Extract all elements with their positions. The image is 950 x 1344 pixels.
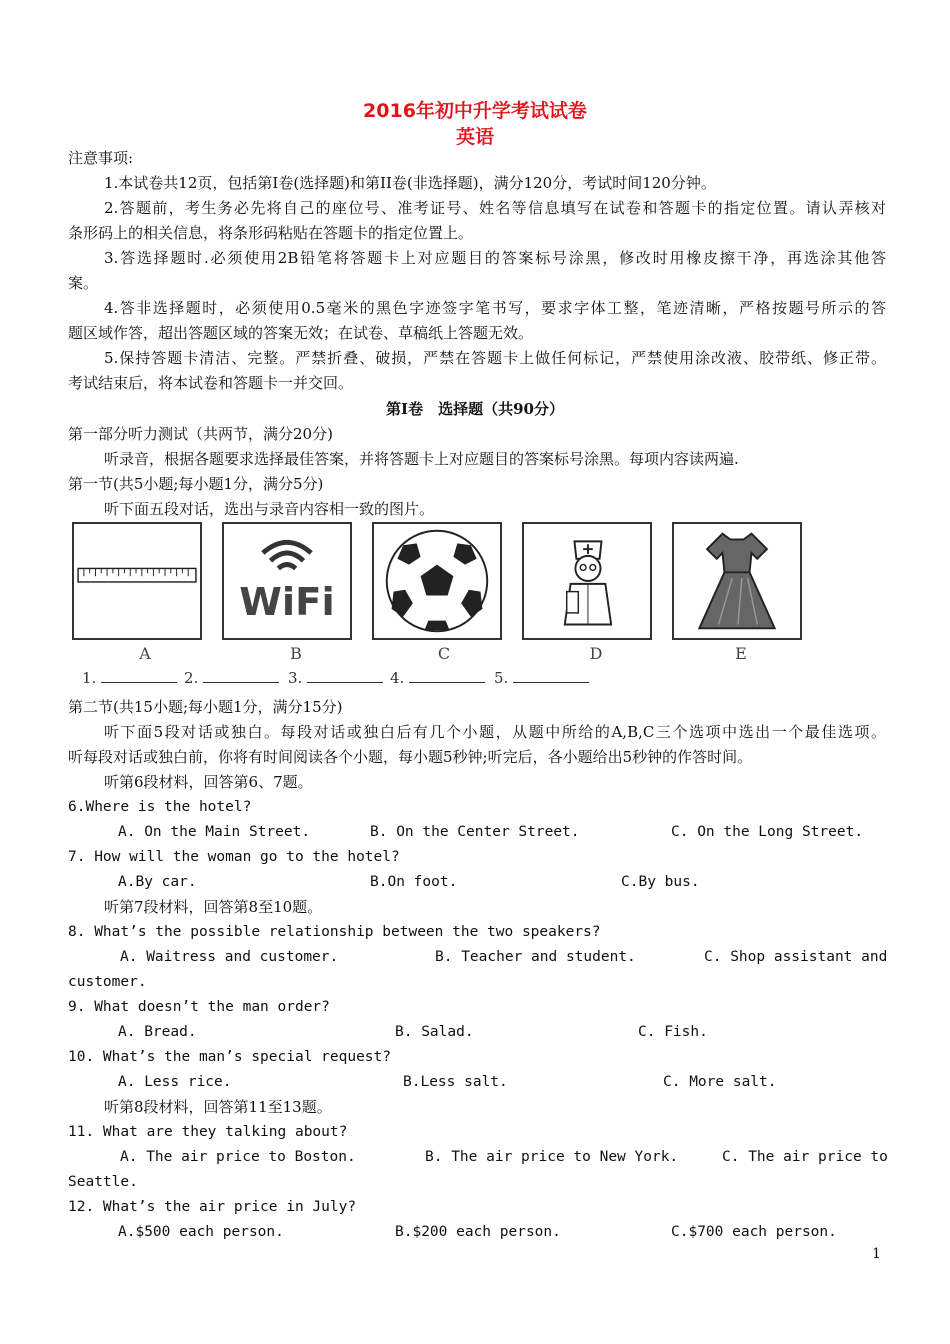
q9-option-b: B. Salad.: [395, 1024, 474, 1040]
note-4b: 题区域作答，超出答题区域的答案无效；在试卷、草稿纸上答题无效。: [68, 324, 534, 342]
q8-option-c: C. Shop assistant and: [704, 949, 888, 965]
q11-option-c-cont: Seattle.: [68, 1174, 138, 1190]
picture-label-a: A: [139, 644, 151, 663]
q6-option-c: C. On the Long Street.: [671, 824, 864, 840]
football-icon: [374, 524, 500, 638]
answer-blank-label: 3.: [288, 669, 303, 687]
question-6: 6.Where is the hotel?: [68, 799, 252, 815]
q12-option-c: C.$700 each person.: [671, 1224, 837, 1240]
sec2-instruction-b: 听每段对话或独白前，你将有时间阅读各个小题，每小题5秒钟;听完后，各小题给出5秒钟的作答时间。: [68, 748, 753, 766]
sec1-instruction: 听下面五段对话，选出与录音内容相一致的图片。: [104, 500, 435, 518]
picture-label-c: C: [437, 644, 451, 663]
answer-blank-label: 1.: [82, 669, 97, 687]
answer-blank-3[interactable]: [288, 668, 383, 687]
sec2-title: 第二节(共15小题;每小题1分，满分15分): [68, 698, 343, 716]
section-title: 第一部分听力测试（共两节，满分20分): [68, 425, 333, 443]
notes-heading: 注意事项:: [68, 149, 134, 167]
q6-option-a: A. On the Main Street.: [118, 824, 311, 840]
q9-option-c: C. Fish.: [638, 1024, 708, 1040]
q8-option-b: B. Teacher and student.: [435, 949, 636, 965]
wifi-icon: [224, 524, 350, 638]
question-12: 12. What’s the air price in July?: [68, 1199, 357, 1215]
note-5b: 考试结束后，将本试卷和答题卡一并交回。: [68, 374, 354, 392]
note-5a: 5.保持答题卡清洁、完整。严禁折叠、破损，严禁在答题卡上做任何标记，严禁使用涂改液、胶带纸、修正带。: [104, 349, 886, 367]
picture-football: [372, 522, 502, 640]
answer-blank-2[interactable]: [184, 668, 279, 687]
note-3a: 3.答选择题时.必须使用2B铅笔将答题卡上对应题目的答案标号涂黑，修改时用橡皮擦干净，再选涂其他答: [104, 249, 886, 267]
q8-option-a: A. Waitress and customer.: [120, 949, 339, 965]
q7-option-a: A.By car.: [118, 874, 197, 890]
q10-option-c: C. More salt.: [663, 1074, 777, 1090]
answer-blank-5[interactable]: [494, 668, 589, 687]
q8-option-c-cont: customer.: [68, 974, 147, 990]
picture-dress: [672, 522, 802, 640]
answer-blank-label: 4.: [390, 669, 405, 687]
question-11: 11. What are they talking about?: [68, 1124, 348, 1140]
exam-subject: 英语: [455, 126, 494, 148]
note-4a: 4.答非选择题时，必须使用0.5毫米的黑色字迹签字笔书写，要求字体工整，笔迹清晰，严格按题号所示的答: [104, 299, 886, 317]
q9-option-a: A. Bread.: [118, 1024, 197, 1040]
q11-option-c: C. The air price to: [722, 1149, 888, 1165]
volume-title: 第Ⅰ卷 选择题（共90分）: [386, 400, 564, 418]
q12-option-b: B.$200 each person.: [395, 1224, 561, 1240]
answer-blank-1[interactable]: [82, 668, 177, 687]
doctor-icon: [524, 524, 650, 638]
page-number: 1: [872, 1246, 881, 1262]
q6-option-b: B. On the Center Street.: [370, 824, 580, 840]
material-7-instruction: 听第7段材料，回答第8至10题。: [104, 898, 323, 916]
material-8-instruction: 听第8段材料，回答第11至13题。: [104, 1098, 332, 1116]
q11-option-a: A. The air price to Boston.: [120, 1149, 356, 1165]
exam-title: 2016年初中升学考试试卷: [363, 100, 587, 122]
sec2-instruction-a: 听下面5段对话或独白。每段对话或独白后有几个小题，从题中所给的A,B,C三个选项中选出一个最佳选项。: [104, 723, 886, 741]
picture-doctor: [522, 522, 652, 640]
question-10: 10. What’s the man’s special request?: [68, 1049, 392, 1065]
ruler-icon: [74, 524, 200, 638]
q10-option-b: B.Less salt.: [403, 1074, 508, 1090]
note-3b: 案。: [68, 274, 99, 292]
note-2b: 条形码上的相关信息，将条形码粘贴在答题卡的指定位置上。: [68, 224, 474, 242]
question-9: 9. What doesn’t the man order?: [68, 999, 330, 1015]
note-2a: 2.答题前，考生务必先将自己的座位号、准考证号、姓名等信息填写在试卷和答题卡的指定位置。请认弄核对: [104, 199, 886, 217]
material-6-instruction: 听第6段材料，回答第6、7题。: [104, 773, 313, 791]
sec1-title: 第一节(共5小题;每小题1分，满分5分): [68, 475, 324, 493]
note-1: 1.本试卷共12页，包括第I卷(选择题)和第II卷(非选择题)，满分120分，考试时间120分钟。: [104, 174, 716, 192]
answer-blank-4[interactable]: [390, 668, 485, 687]
q11-option-b: B. The air price to New York.: [425, 1149, 679, 1165]
picture-wifi: [222, 522, 352, 640]
question-8: 8. What’s the possible relationship between the two speakers?: [68, 924, 601, 940]
question-7: 7. How will the woman go to the hotel?: [68, 849, 400, 865]
picture-label-d: D: [589, 644, 603, 663]
q10-option-a: A. Less rice.: [118, 1074, 232, 1090]
picture-ruler: [72, 522, 202, 640]
listening-instruction: 听录音，根据各题要求选择最佳答案，并将答题卡上对应题目的答案标号涂黑。每项内容读两遍.: [104, 450, 739, 468]
dress-icon: [674, 524, 800, 638]
picture-label-e: E: [735, 644, 747, 663]
picture-label-b: B: [290, 644, 302, 663]
answer-blank-label: 5.: [494, 669, 509, 687]
q12-option-a: A.$500 each person.: [118, 1224, 284, 1240]
q7-option-c: C.By bus.: [621, 874, 700, 890]
wifi-text: WiFi: [239, 579, 335, 625]
q7-option-b: B.On foot.: [370, 874, 458, 890]
answer-blank-label: 2.: [184, 669, 199, 687]
